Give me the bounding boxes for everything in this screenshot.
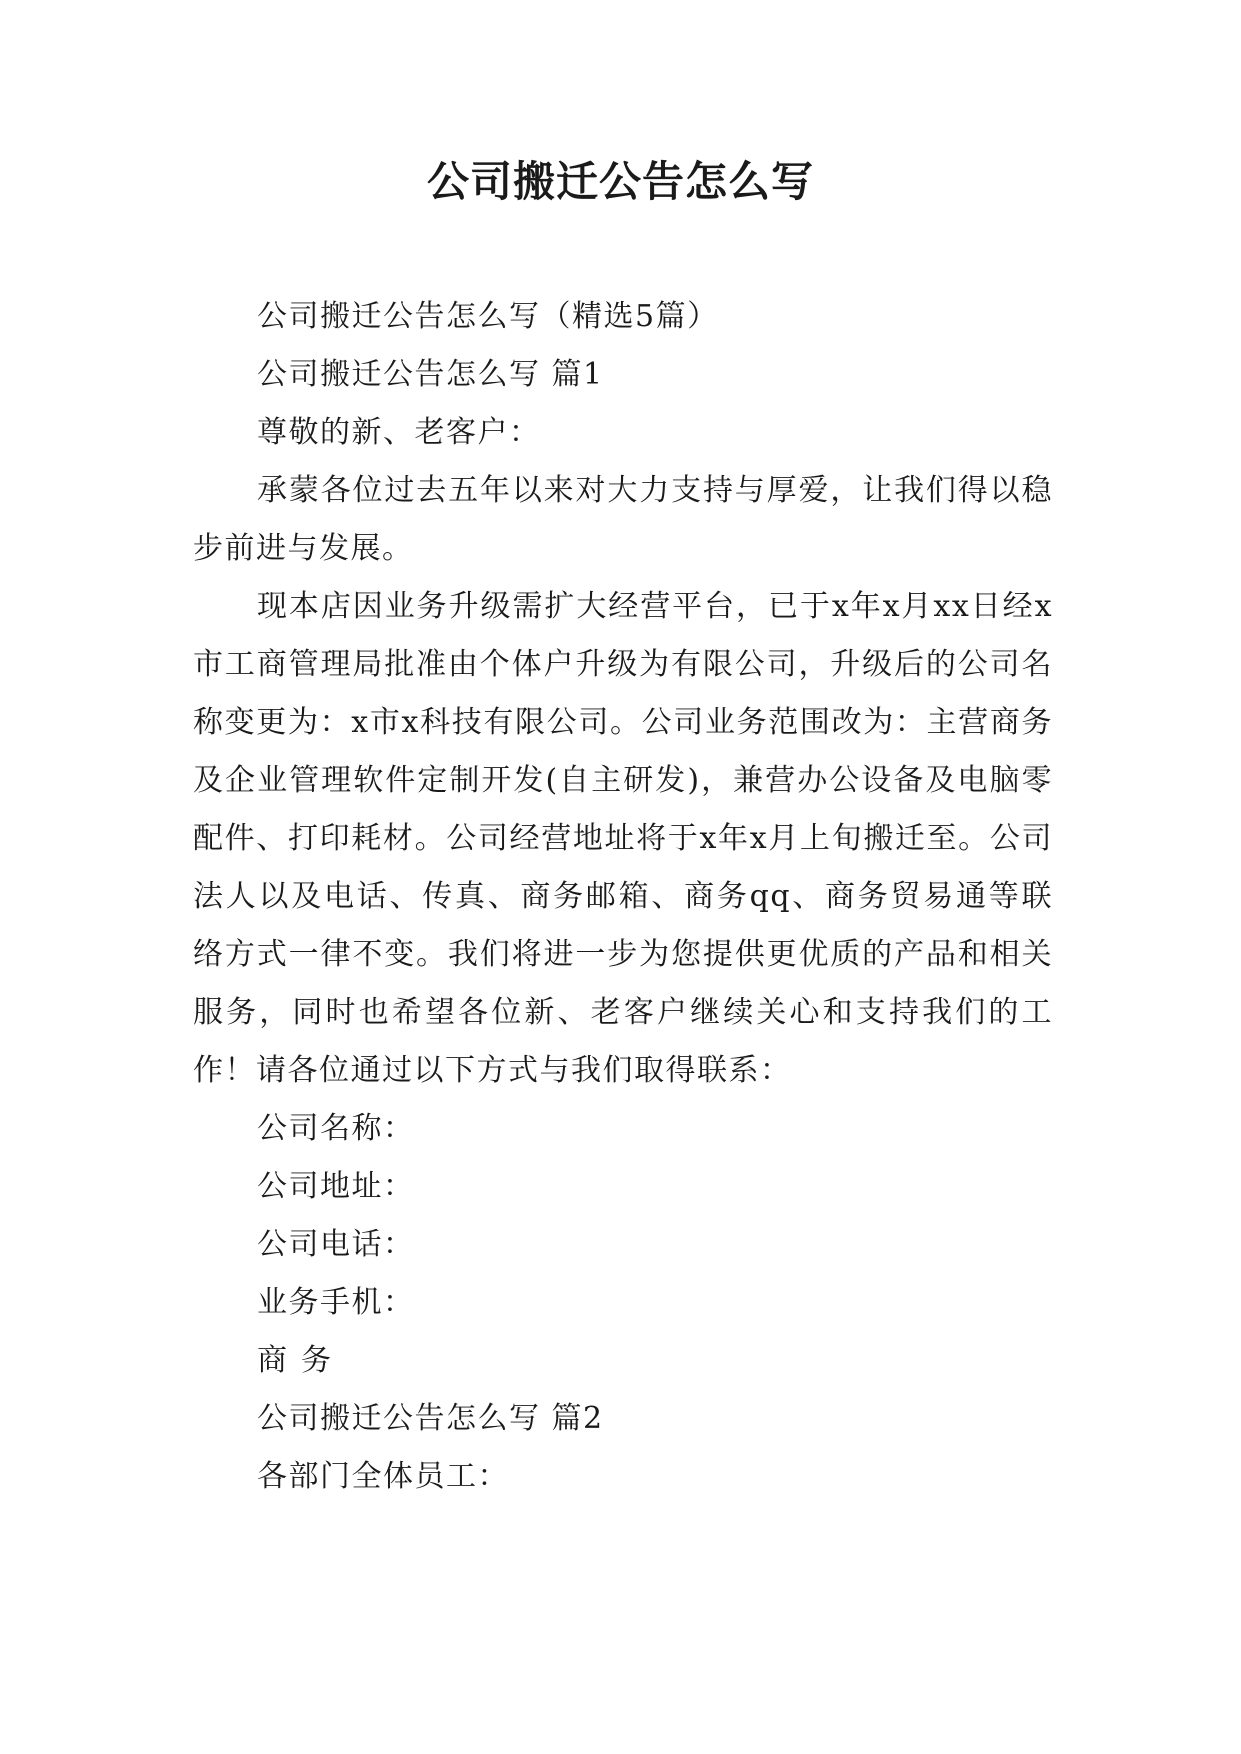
paragraph-thanks: 承蒙各位过去五年以来对大力支持与厚爱，让我们得以稳步前进与发展。 — [193, 473, 1053, 566]
paragraph-salutation-2: 各部门全体员工： — [257, 1459, 509, 1494]
paragraph-company-phone: 公司电话： — [257, 1227, 415, 1262]
document-title: 公司搬迁公告怎么写 — [426, 157, 814, 206]
paragraph-business: 商务 — [257, 1343, 345, 1378]
paragraph-announcement: 现本店因业务升级需扩大经营平台，已于x年x月xx日经x市工商管理局批准由个体户升级为有限公司，升级后的公司名称变更为：x市x科技有限公司。公司业务范围改为：主营商务及企业管理软件定制开发(自主研发)，兼营办公设备及电脑零配件、打印耗材。公司经营地址将于x年x月上旬搬迁至。公司法人以及电话、传真、商务邮箱、商务qq、商务贸易通等联络方式一律不变。我们将进一步为您提供更优质的产品和相关服务，同时也希望各位新、老客户继续关心和支持我们的工作！请各位通过以下方式与我们取得联系： — [193, 589, 1053, 1088]
paragraph-business-mobile: 业务手机： — [257, 1285, 415, 1320]
paragraph-salutation: 尊敬的新、老客户： — [257, 415, 541, 450]
document-body — [193, 288, 1053, 1506]
paragraph-company-name: 公司名称： — [257, 1111, 415, 1146]
paragraph-subtitle: 公司搬迁公告怎么写（精选5篇） — [257, 299, 719, 334]
paragraph-company-address: 公司地址： — [257, 1169, 415, 1204]
paragraph-section-heading-1: 公司搬迁公告怎么写 篇1 — [257, 357, 604, 392]
paragraph-section-heading-2: 公司搬迁公告怎么写 篇2 — [257, 1401, 604, 1436]
